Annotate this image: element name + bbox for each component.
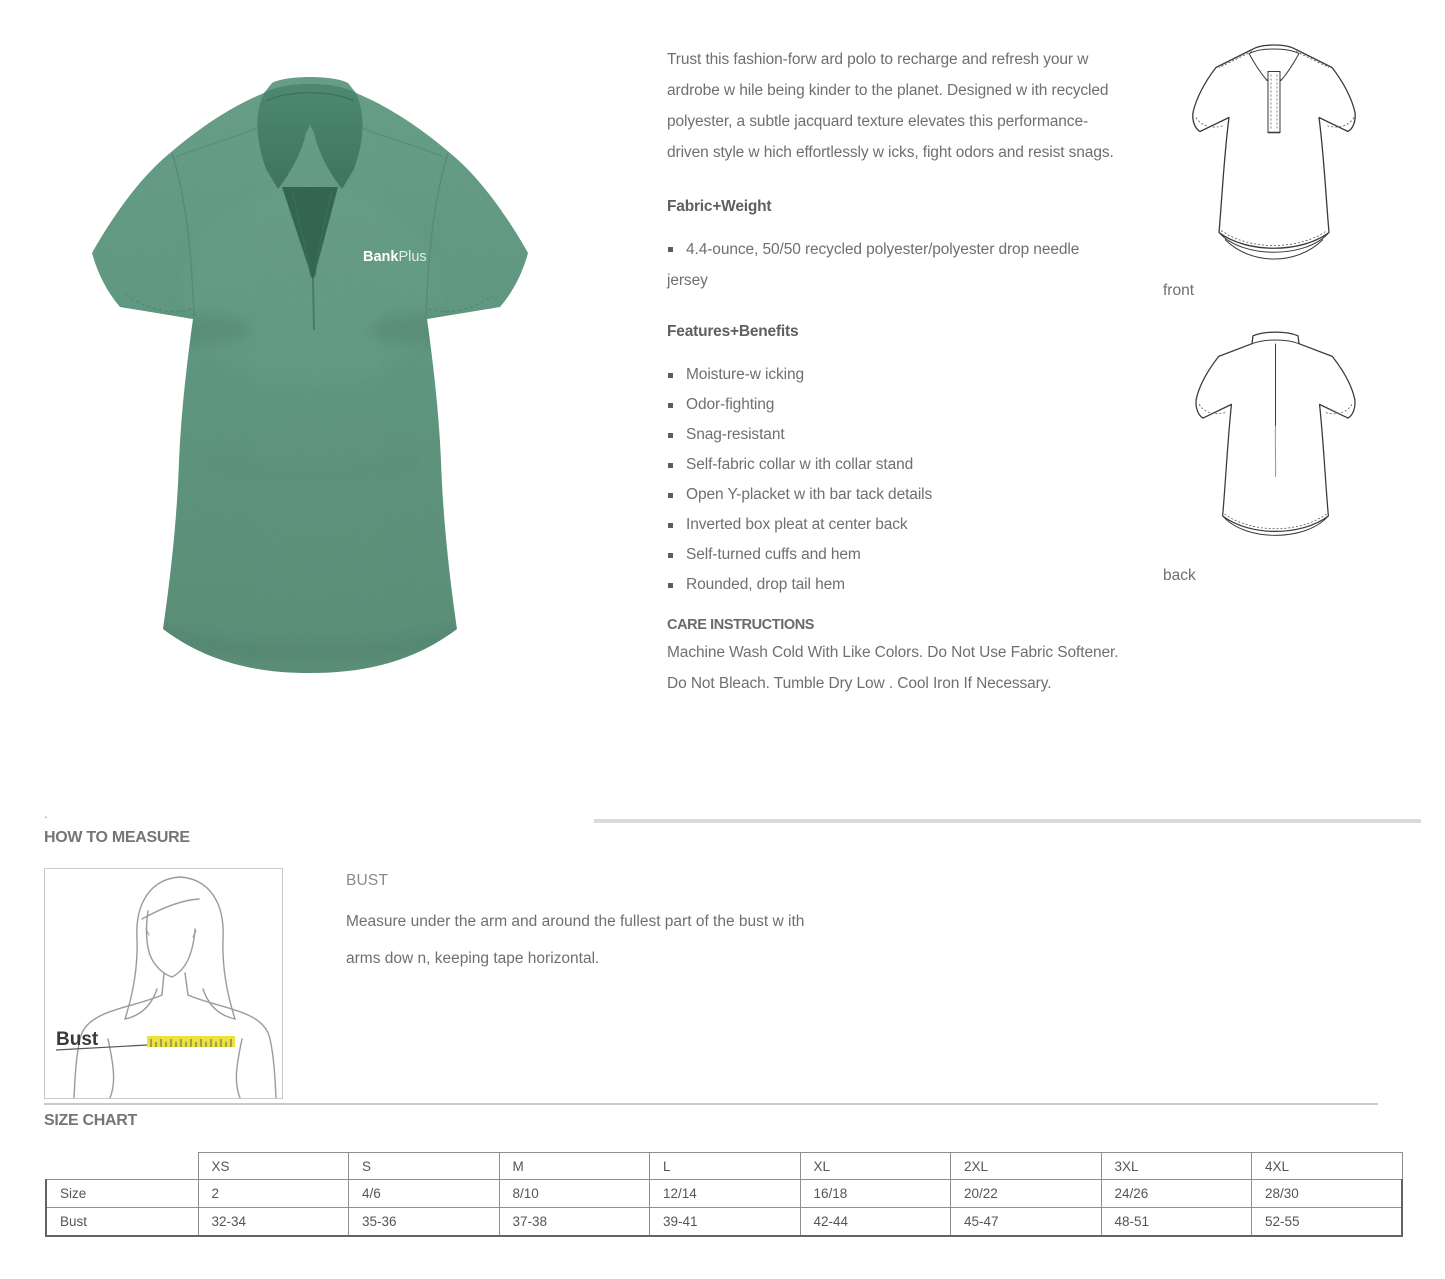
feature-text: Open Y-placket w ith bar tack details [686,486,933,503]
size-chart-corner-cell [46,1153,198,1180]
bullet-square-icon [668,523,673,528]
size-chart-row [46,1180,1402,1208]
logo-bank-text: Bank [363,249,399,265]
size-chart-col-header: XL [800,1153,951,1180]
size-chart-cell: 32-34 [198,1208,349,1236]
size-chart-cell: 4/6 [349,1180,500,1208]
size-chart-col-header: 4XL [1252,1153,1403,1180]
feature-text: Odor-fighting [686,396,775,413]
bullet-square-icon [668,403,673,408]
fabric-weight-heading: Fabric+Weight [667,198,772,215]
feature-text: Self-turned cuffs and hem [686,546,861,563]
feature-item [667,360,1119,390]
bust-text: Measure under the arm and around the fullest part of the bust w ith arms dow n, keeping tape horizontal. [346,913,805,967]
size-chart-table [45,1152,1403,1237]
size-chart-cell: 2 [198,1180,349,1208]
size-chart-row [46,1208,1402,1236]
size-chart-cell: 16/18 [800,1180,951,1208]
feature-item [667,570,1119,600]
bust-title: BUST [346,872,389,889]
bullet-square-icon [668,373,673,378]
size-chart-cell: 8/10 [499,1180,650,1208]
features-list [667,360,1119,600]
front-view-label: front [1163,282,1195,299]
bullet-square-icon [668,553,673,558]
feature-item [667,540,1119,570]
stray-dot: . [44,806,48,821]
fabric-item-text: 4.4-ounce, 50/50 recycled polyester/polyester drop needle jersey [667,241,1080,289]
size-chart-divider [44,1103,1378,1105]
figure-bust-label-text: Bust [56,1029,99,1050]
size-chart-cell: 12/14 [650,1180,801,1208]
features-benefits-heading: Features+Benefits [667,323,799,340]
size-chart-row-label: Bust [46,1208,198,1236]
feature-text: Self-fabric collar w ith collar stand [686,456,914,473]
how-to-measure-heading: HOW TO MEASURE [44,829,190,846]
size-chart-cell: 35-36 [349,1208,500,1236]
figure-bust-label [56,1029,99,1050]
feature-item [667,480,1119,510]
section-divider [594,819,1421,823]
size-chart-col-header: XS [198,1153,349,1180]
feature-text: Moisture-w icking [686,366,805,383]
feature-item [667,390,1119,420]
back-view-drawing [1188,328,1363,563]
size-chart-cell: 28/30 [1252,1180,1403,1208]
size-chart-col-header: 3XL [1101,1153,1252,1180]
logo-plus-text: Plus [398,249,427,265]
size-chart-cell: 39-41 [650,1208,801,1236]
back-view-label: back [1163,567,1196,584]
measurement-figure-illustration [45,869,282,1098]
size-chart-cell: 20/22 [951,1180,1102,1208]
product-description-column [667,44,1119,699]
feature-text: Snag-resistant [686,426,785,443]
size-chart-row-label: Size [46,1180,198,1208]
bullet-square-icon [668,247,673,252]
size-chart-cell: 52-55 [1252,1208,1403,1236]
bullet-square-icon [668,493,673,498]
size-chart-heading: SIZE CHART [44,1112,138,1129]
polo-shirt-photo-illustration [60,28,640,690]
product-description: Trust this fashion-forw ard polo to recharge and refresh your w ardrobe w hile being kinder to the planet. Designed w ith recycled polyester, a subtle jacquard texture elevates this performance-driven style w hich effortlessly w icks, fight odors and resist snags. [667,51,1114,161]
size-chart-header-row [46,1153,1402,1180]
size-chart-col-header: S [349,1153,500,1180]
feature-text: Inverted box pleat at center back [686,516,908,533]
feature-text: Rounded, drop tail hem [686,576,845,593]
feature-item [667,510,1119,540]
bullet-square-icon [668,583,673,588]
bullet-square-icon [668,433,673,438]
size-chart-col-header: 2XL [951,1153,1102,1180]
measurement-figure-box [44,868,283,1099]
size-chart-cell: 45-47 [951,1208,1102,1236]
size-chart-col-header: M [499,1153,650,1180]
size-chart-cell: 42-44 [800,1208,951,1236]
care-instructions-heading: CARE INSTRUCTIONS [667,617,815,633]
size-chart-cell: 24/26 [1101,1180,1252,1208]
bullet-square-icon [668,463,673,468]
care-instructions-text: Machine Wash Cold With Like Colors. Do Not Use Fabric Softener. Do Not Bleach. Tumble Dry Low . Cool Iron If Necessary. [667,644,1119,692]
front-view-drawing [1185,38,1365,283]
fabric-item [667,234,1119,296]
bankplus-logo [363,249,427,265]
feature-item [667,450,1119,480]
size-chart-cell: 48-51 [1101,1208,1252,1236]
bust-instructions [346,872,811,977]
product-photo [60,28,640,690]
size-chart-cell: 37-38 [499,1208,650,1236]
size-chart-col-header: L [650,1153,801,1180]
feature-item [667,420,1119,450]
